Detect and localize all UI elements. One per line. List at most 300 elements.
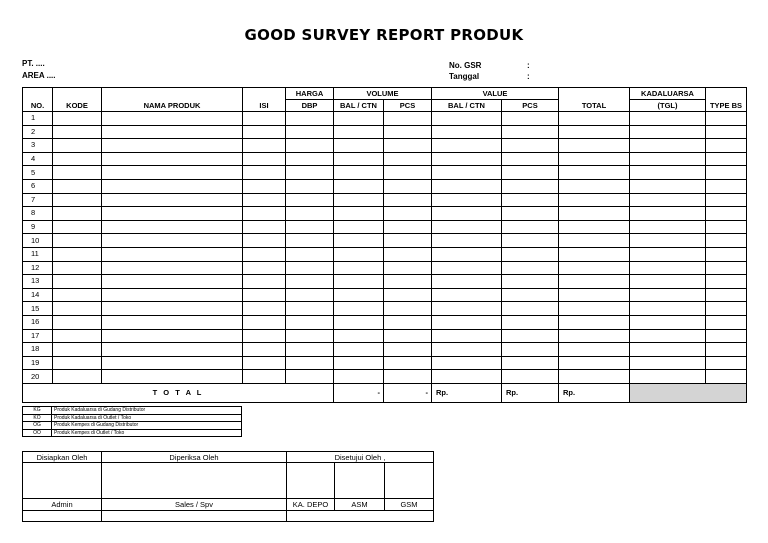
row-cell[interactable] [243, 125, 286, 139]
row-cell[interactable] [286, 302, 334, 316]
row-cell[interactable] [432, 125, 502, 139]
row-cell[interactable] [630, 288, 706, 302]
row-number: 15 [23, 302, 53, 316]
row-cell[interactable] [53, 288, 102, 302]
row-cell[interactable] [53, 247, 102, 261]
row-cell[interactable] [384, 193, 432, 207]
page-title: GOOD SURVEY REPORT PRODUK [244, 26, 524, 44]
col-volume-bal: BAL / CTN [334, 100, 384, 112]
row-cell[interactable] [53, 193, 102, 207]
row-cell[interactable] [502, 302, 559, 316]
row-cell[interactable] [334, 356, 384, 370]
row-cell[interactable] [630, 139, 706, 153]
row-cell[interactable] [243, 112, 286, 126]
row-cell[interactable] [102, 112, 243, 126]
row-cell[interactable] [334, 288, 384, 302]
row-cell[interactable] [53, 343, 102, 357]
row-cell[interactable] [286, 261, 334, 275]
row-cell[interactable] [286, 152, 334, 166]
row-cell[interactable] [334, 370, 384, 384]
row-cell[interactable] [706, 247, 747, 261]
legend-code: OG [23, 422, 52, 430]
row-cell[interactable] [334, 179, 384, 193]
row-cell[interactable] [559, 261, 630, 275]
row-cell[interactable] [432, 370, 502, 384]
row-cell[interactable] [432, 220, 502, 234]
row-cell[interactable] [102, 302, 243, 316]
row-cell[interactable] [243, 275, 286, 289]
row-cell[interactable] [706, 315, 747, 329]
row-number: 4 [23, 152, 53, 166]
row-cell[interactable] [706, 166, 747, 180]
row-cell[interactable] [334, 112, 384, 126]
row-cell[interactable] [334, 207, 384, 221]
row-number: 16 [23, 315, 53, 329]
no-gsr-colon: : [527, 61, 530, 70]
row-cell[interactable] [502, 166, 559, 180]
legend-code: OO [23, 429, 52, 437]
row-cell[interactable] [559, 343, 630, 357]
row-cell[interactable] [630, 370, 706, 384]
row-cell[interactable] [502, 343, 559, 357]
row-cell[interactable] [630, 275, 706, 289]
row-number: 14 [23, 288, 53, 302]
table-row [23, 356, 747, 370]
row-cell[interactable] [102, 234, 243, 248]
legend-item [23, 429, 242, 437]
row-cell[interactable] [432, 139, 502, 153]
row-cell[interactable] [334, 343, 384, 357]
row-cell[interactable] [706, 207, 747, 221]
row-cell[interactable] [559, 234, 630, 248]
totals-row [23, 383, 747, 402]
row-cell[interactable] [706, 261, 747, 275]
row-cell[interactable] [384, 247, 432, 261]
row-cell[interactable] [286, 112, 334, 126]
col-harga: HARGA [286, 88, 334, 100]
row-cell[interactable] [53, 112, 102, 126]
row-cell[interactable] [384, 166, 432, 180]
row-cell[interactable] [630, 356, 706, 370]
col-nama-produk: NAMA PRODUK [102, 88, 243, 112]
row-cell[interactable] [559, 288, 630, 302]
row-cell[interactable] [559, 356, 630, 370]
row-cell[interactable] [630, 302, 706, 316]
row-cell[interactable] [243, 329, 286, 343]
row-cell[interactable] [243, 302, 286, 316]
row-cell[interactable] [630, 152, 706, 166]
row-cell[interactable] [559, 302, 630, 316]
row-number: 1 [23, 112, 53, 126]
row-cell[interactable] [286, 370, 334, 384]
row-cell[interactable] [102, 356, 243, 370]
row-cell[interactable] [559, 166, 630, 180]
name-approvers[interactable] [287, 511, 434, 522]
row-cell[interactable] [502, 315, 559, 329]
row-cell[interactable] [53, 179, 102, 193]
name-sales[interactable] [102, 511, 287, 522]
row-number: 12 [23, 261, 53, 275]
row-cell[interactable] [502, 179, 559, 193]
sales-label: Sales / Spv [102, 499, 287, 511]
row-cell[interactable] [334, 220, 384, 234]
row-cell[interactable] [502, 125, 559, 139]
row-cell[interactable] [243, 343, 286, 357]
row-cell[interactable] [286, 179, 334, 193]
ka-depo-label: KA. DEPO [287, 499, 335, 511]
row-cell[interactable] [502, 261, 559, 275]
row-cell[interactable] [502, 329, 559, 343]
row-cell[interactable] [559, 112, 630, 126]
row-cell[interactable] [630, 112, 706, 126]
admin-label: Admin [23, 499, 102, 511]
row-cell[interactable] [243, 261, 286, 275]
row-cell[interactable] [102, 370, 243, 384]
row-cell[interactable] [559, 370, 630, 384]
row-cell[interactable] [243, 179, 286, 193]
row-cell[interactable] [286, 193, 334, 207]
name-admin[interactable] [23, 511, 102, 522]
sign-space-gsm[interactable] [385, 463, 434, 499]
row-cell[interactable] [243, 288, 286, 302]
row-cell[interactable] [243, 370, 286, 384]
legend-desc: Produk Kempes di Outlet / Toko [52, 429, 242, 437]
row-cell[interactable] [334, 234, 384, 248]
row-cell[interactable] [243, 234, 286, 248]
row-cell[interactable] [706, 329, 747, 343]
row-cell[interactable] [243, 166, 286, 180]
row-cell[interactable] [384, 275, 432, 289]
table-row [23, 315, 747, 329]
col-kadaluarsa: KADALUARSA [630, 88, 706, 100]
row-cell[interactable] [102, 247, 243, 261]
table-row [23, 125, 747, 139]
row-cell[interactable] [384, 125, 432, 139]
row-cell[interactable] [102, 275, 243, 289]
row-cell[interactable] [502, 112, 559, 126]
row-cell[interactable] [706, 356, 747, 370]
row-cell[interactable] [432, 275, 502, 289]
row-cell[interactable] [706, 343, 747, 357]
row-number: 8 [23, 207, 53, 221]
table-row [23, 370, 747, 384]
row-cell[interactable] [102, 166, 243, 180]
row-cell[interactable] [53, 207, 102, 221]
col-isi: ISI [243, 88, 286, 112]
table-row [23, 329, 747, 343]
total-volume-bal: - [334, 383, 384, 402]
row-cell[interactable] [102, 261, 243, 275]
row-cell[interactable] [243, 247, 286, 261]
row-cell[interactable] [384, 356, 432, 370]
row-cell[interactable] [102, 125, 243, 139]
row-cell[interactable] [559, 220, 630, 234]
row-cell[interactable] [630, 220, 706, 234]
row-cell[interactable] [384, 302, 432, 316]
row-cell[interactable] [706, 220, 747, 234]
row-cell[interactable] [559, 179, 630, 193]
row-cell[interactable] [102, 207, 243, 221]
row-cell[interactable] [432, 288, 502, 302]
row-cell[interactable] [334, 125, 384, 139]
total-value-bal: Rp. [432, 383, 502, 402]
col-volume: VOLUME [334, 88, 432, 100]
row-cell[interactable] [102, 139, 243, 153]
row-cell[interactable] [384, 329, 432, 343]
row-cell[interactable] [630, 329, 706, 343]
table-row [23, 112, 747, 126]
row-cell[interactable] [432, 234, 502, 248]
row-cell[interactable] [286, 329, 334, 343]
table-row [23, 220, 747, 234]
row-cell[interactable] [384, 112, 432, 126]
table-row [23, 207, 747, 221]
legend-item [23, 414, 242, 422]
row-cell[interactable] [286, 288, 334, 302]
col-no: NO. [23, 88, 53, 112]
no-gsr-label: No. GSR [449, 61, 482, 70]
row-cell[interactable] [559, 315, 630, 329]
row-cell[interactable] [502, 247, 559, 261]
row-cell[interactable] [432, 152, 502, 166]
row-cell[interactable] [334, 261, 384, 275]
total-volume-pcs: - [384, 383, 432, 402]
row-cell[interactable] [502, 220, 559, 234]
row-cell[interactable] [384, 220, 432, 234]
row-cell[interactable] [384, 288, 432, 302]
col-volume-pcs: PCS [384, 100, 432, 112]
row-cell[interactable] [432, 193, 502, 207]
row-cell[interactable] [630, 315, 706, 329]
row-cell[interactable] [706, 288, 747, 302]
row-cell[interactable] [53, 329, 102, 343]
table-row [23, 275, 747, 289]
row-cell[interactable] [286, 343, 334, 357]
row-cell[interactable] [53, 220, 102, 234]
row-cell[interactable] [502, 152, 559, 166]
row-cell[interactable] [502, 234, 559, 248]
row-cell[interactable] [502, 193, 559, 207]
row-cell[interactable] [630, 234, 706, 248]
row-cell[interactable] [384, 152, 432, 166]
header-row-1 [23, 88, 747, 100]
row-cell[interactable] [243, 152, 286, 166]
row-cell[interactable] [334, 329, 384, 343]
row-cell[interactable] [502, 356, 559, 370]
row-cell[interactable] [53, 356, 102, 370]
col-kode: KODE [53, 88, 102, 112]
row-cell[interactable] [286, 315, 334, 329]
col-value-bal: BAL / CTN [432, 100, 502, 112]
row-cell[interactable] [559, 207, 630, 221]
row-cell[interactable] [432, 302, 502, 316]
row-cell[interactable] [243, 220, 286, 234]
row-cell[interactable] [432, 315, 502, 329]
row-cell[interactable] [384, 234, 432, 248]
row-cell[interactable] [286, 220, 334, 234]
pt-label: PT. .... [22, 59, 45, 68]
row-cell[interactable] [53, 234, 102, 248]
row-cell[interactable] [559, 275, 630, 289]
row-cell[interactable] [502, 288, 559, 302]
table-row [23, 343, 747, 357]
row-cell[interactable] [334, 139, 384, 153]
row-cell[interactable] [432, 356, 502, 370]
row-cell[interactable] [630, 193, 706, 207]
row-cell[interactable] [53, 370, 102, 384]
row-cell[interactable] [53, 125, 102, 139]
total-total: Rp. [559, 383, 630, 402]
col-value: VALUE [432, 88, 559, 100]
row-cell[interactable] [559, 193, 630, 207]
row-cell[interactable] [102, 220, 243, 234]
row-cell[interactable] [706, 112, 747, 126]
row-cell[interactable] [432, 166, 502, 180]
row-cell[interactable] [334, 247, 384, 261]
row-cell[interactable] [706, 152, 747, 166]
row-cell[interactable] [102, 288, 243, 302]
tanggal-colon: : [527, 72, 530, 81]
row-cell[interactable] [706, 193, 747, 207]
row-cell[interactable] [432, 343, 502, 357]
row-cell[interactable] [502, 275, 559, 289]
sign-space-admin[interactable] [23, 463, 102, 499]
row-cell[interactable] [102, 179, 243, 193]
row-cell[interactable] [706, 139, 747, 153]
sign-space-sales[interactable] [102, 463, 287, 499]
row-cell[interactable] [630, 166, 706, 180]
table-row [23, 152, 747, 166]
tanggal-label: Tanggal [449, 72, 480, 81]
row-cell[interactable] [53, 152, 102, 166]
row-number: 10 [23, 234, 53, 248]
row-cell[interactable] [432, 247, 502, 261]
row-cell[interactable] [502, 139, 559, 153]
sign-header-row [23, 452, 434, 463]
table-row [23, 302, 747, 316]
sign-role-row [23, 499, 434, 511]
row-cell[interactable] [53, 302, 102, 316]
row-number: 11 [23, 247, 53, 261]
table-row [23, 261, 747, 275]
row-cell[interactable] [630, 247, 706, 261]
table-row [23, 288, 747, 302]
row-cell[interactable] [559, 329, 630, 343]
row-cell[interactable] [432, 329, 502, 343]
row-cell[interactable] [334, 166, 384, 180]
row-cell[interactable] [53, 275, 102, 289]
row-cell[interactable] [334, 302, 384, 316]
row-cell[interactable] [102, 315, 243, 329]
row-number: 5 [23, 166, 53, 180]
row-cell[interactable] [384, 370, 432, 384]
row-cell[interactable] [53, 166, 102, 180]
row-cell[interactable] [286, 207, 334, 221]
row-cell[interactable] [53, 315, 102, 329]
row-cell[interactable] [559, 125, 630, 139]
row-cell[interactable] [630, 125, 706, 139]
row-cell[interactable] [334, 315, 384, 329]
row-cell[interactable] [630, 343, 706, 357]
row-number: 9 [23, 220, 53, 234]
row-cell[interactable] [630, 207, 706, 221]
survey-table [22, 87, 747, 403]
row-cell[interactable] [102, 329, 243, 343]
row-cell[interactable] [706, 370, 747, 384]
signature-table [22, 451, 434, 522]
row-cell[interactable] [286, 166, 334, 180]
table-row [23, 247, 747, 261]
row-cell[interactable] [334, 275, 384, 289]
row-number: 18 [23, 343, 53, 357]
row-cell[interactable] [286, 247, 334, 261]
row-cell[interactable] [102, 152, 243, 166]
row-cell[interactable] [286, 275, 334, 289]
row-cell[interactable] [243, 207, 286, 221]
total-shaded-cell [630, 383, 747, 402]
row-cell[interactable] [384, 139, 432, 153]
row-cell[interactable] [706, 179, 747, 193]
legend-code: KG [23, 407, 52, 415]
disetujui-label: Disetujui Oleh , [287, 452, 434, 463]
row-cell[interactable] [243, 139, 286, 153]
row-cell[interactable] [432, 261, 502, 275]
row-cell[interactable] [630, 261, 706, 275]
row-cell[interactable] [102, 193, 243, 207]
row-cell[interactable] [630, 179, 706, 193]
gsm-label: GSM [385, 499, 434, 511]
legend-desc: Produk Kadaluarsa di Gudang Distributor [52, 407, 242, 415]
row-cell[interactable] [334, 152, 384, 166]
row-cell[interactable] [53, 261, 102, 275]
row-cell[interactable] [243, 193, 286, 207]
row-cell[interactable] [432, 207, 502, 221]
sign-space-ka-depo[interactable] [287, 463, 335, 499]
row-cell[interactable] [384, 343, 432, 357]
row-number: 13 [23, 275, 53, 289]
row-cell[interactable] [286, 234, 334, 248]
row-cell[interactable] [502, 207, 559, 221]
row-cell[interactable] [384, 261, 432, 275]
row-cell[interactable] [53, 139, 102, 153]
row-cell[interactable] [102, 343, 243, 357]
row-cell[interactable] [384, 207, 432, 221]
row-cell[interactable] [432, 179, 502, 193]
row-cell[interactable] [334, 193, 384, 207]
row-number: 19 [23, 356, 53, 370]
row-cell[interactable] [559, 139, 630, 153]
row-cell[interactable] [286, 125, 334, 139]
row-cell[interactable] [706, 234, 747, 248]
sign-space-asm[interactable] [335, 463, 385, 499]
row-cell[interactable] [502, 370, 559, 384]
col-tgl: (TGL) [630, 100, 706, 112]
row-cell[interactable] [243, 315, 286, 329]
row-cell[interactable] [286, 139, 334, 153]
row-cell[interactable] [243, 356, 286, 370]
table-row [23, 139, 747, 153]
row-cell[interactable] [286, 356, 334, 370]
row-cell[interactable] [706, 275, 747, 289]
legend-code: KO [23, 414, 52, 422]
row-cell[interactable] [384, 179, 432, 193]
row-cell[interactable] [384, 315, 432, 329]
row-cell[interactable] [559, 247, 630, 261]
row-cell[interactable] [432, 112, 502, 126]
row-cell[interactable] [706, 302, 747, 316]
row-cell[interactable] [559, 152, 630, 166]
row-cell[interactable] [706, 125, 747, 139]
